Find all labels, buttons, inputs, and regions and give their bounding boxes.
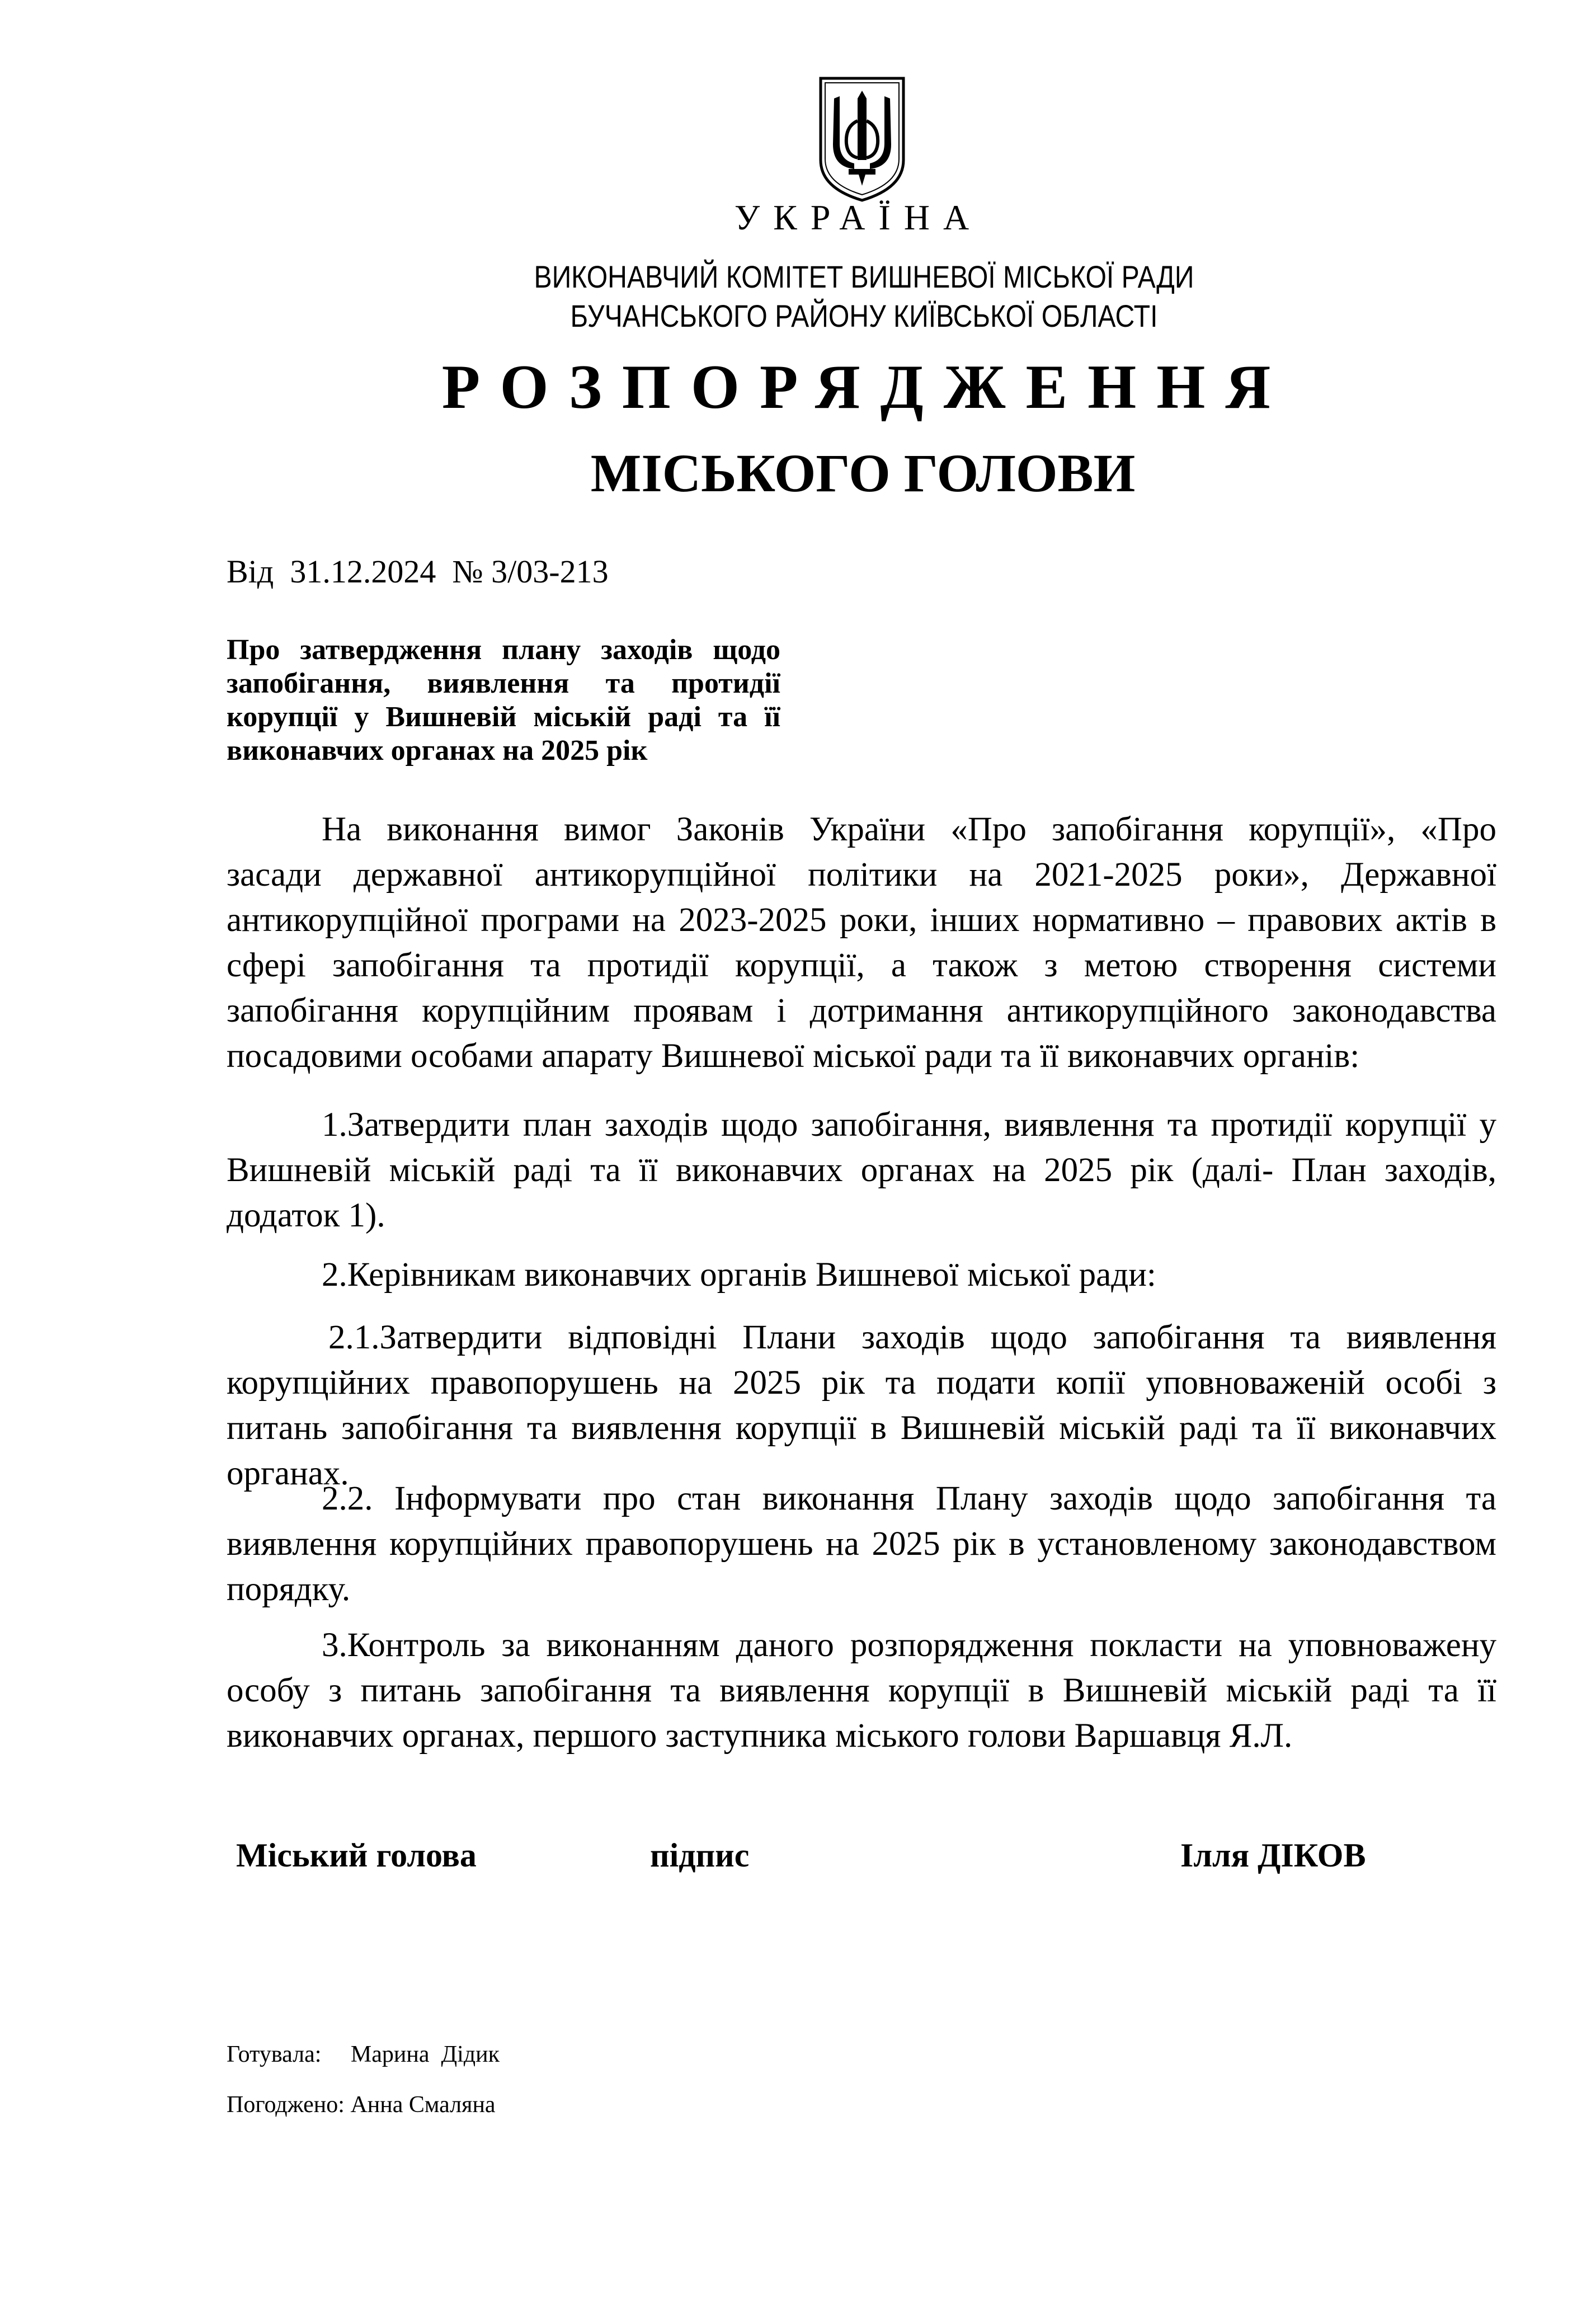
prepared-label: Готувала: [227,2042,322,2067]
item-1-line: 1.Затвердити план заходів щодо запобігання, виявлення та протидії корупції у [322,1106,1496,1144]
subject-line: корупції у Вишневій міській раді та її [227,701,780,733]
approved-label: Погоджено: [227,2092,345,2118]
item-3-line: 3.Контроль за виконанням даного розпорядження покласти на уповноважену [322,1626,1496,1664]
prepared-by-line [227,2041,500,2068]
item-2-2-line: 2.2. Інформувати про стан виконання Плану заходів щодо запобігання та [322,1480,1496,1517]
preamble-line: На виконання вимог Законів України «Про запобігання корупції», «Про [322,811,1496,848]
item-2-2-line: виявлення корупційних правопорушень на 2025 рік в установленому законодавством [227,1525,1496,1563]
date-number-line [227,553,609,590]
subject-line: Про затвердження плану заходів щодо [227,634,780,666]
preamble-line: посадовими особами апарату Вишневої міської ради та її виконавчих органів: [227,1037,1360,1075]
item-3-line: особу з питань запобігання та виявлення корупції в Вишневій міській раді та її [227,1672,1496,1709]
document-type-title: РОЗПОРЯДЖЕННЯ [441,352,1291,422]
committee-name-line-1: ВИКОНАВЧИЙ КОМІТЕТ ВИШНЕВОЇ МІСЬКОЇ РАДИ [534,259,1194,294]
item-2-1-paragraph [227,1315,1496,1496]
subject-line: запобігання, виявлення та протидії [227,667,780,699]
document-date: 31.12.2024 [290,553,436,590]
preamble-paragraph [227,807,1496,1079]
item-2-paragraph [227,1252,1496,1297]
item-2-1-line: органах. [227,1455,349,1492]
trident-coat-of-arms-icon [817,76,907,203]
item-3-line: виконавчих органах, першого заступника міського голови Варшавця Я.Л. [227,1717,1293,1755]
item-1-paragraph [227,1102,1496,1238]
document-subject [227,633,780,768]
item-3-paragraph [227,1623,1496,1758]
item-2-2-paragraph [227,1476,1496,1612]
item-2-2-line: порядку. [227,1570,351,1608]
issuer-title: МІСЬКОГО ГОЛОВИ [590,443,1136,503]
preamble-line: запобігання корупційним проявам і дотримання антикорупційного законодавства [227,992,1496,1029]
prepared-by-name: Марина Дідик [350,2042,500,2067]
document-number: 3/03-213 [491,553,609,590]
item-1-line: додаток 1). [227,1197,385,1234]
item-2-line: 2.Керівникам виконавчих органів Вишневої міської ради: [322,1256,1156,1294]
preamble-line: сфері запобігання та протидії корупції, а також з метою створення системи [227,947,1496,984]
approved-by-line [227,2091,496,2118]
item-2-1-line: 2.1.Затвердити відповідні Плани заходів щодо запобігання та виявлення [328,1319,1496,1356]
signatory-name: Ілля ДІКОВ [1180,1837,1366,1874]
signatory-position: Міський голова [236,1837,477,1874]
item-2-1-line: корупційних правопорушень на 2025 рік та подати копії уповноваженій особі з [227,1364,1496,1402]
item-1-line: Вишневій міській раді та її виконавчих органах на 2025 рік (далі- План заходів, [227,1151,1496,1189]
approved-by-name: Анна Смаляна [350,2092,496,2118]
country-title: УКРАЇНА [734,197,983,237]
preamble-line: антикорупційної програми на 2023-2025 роки, інших нормативно – правових актів в [227,901,1496,939]
subject-line: виконавчих органах на 2025 рік [227,735,648,767]
number-label: № [452,553,483,590]
committee-name-line-2: БУЧАНСЬКОГО РАЙОНУ КИЇВСЬКОЇ ОБЛАСТІ [570,298,1158,333]
date-label: Від [227,553,274,590]
preamble-line: засади державної антикорупційної політики на 2021-2025 роки», Державної [227,856,1496,894]
signature-mark: підпис [650,1837,750,1874]
item-2-1-line: питань запобігання та виявлення корупції в Вишневій міській раді та її виконавчих [227,1409,1496,1447]
